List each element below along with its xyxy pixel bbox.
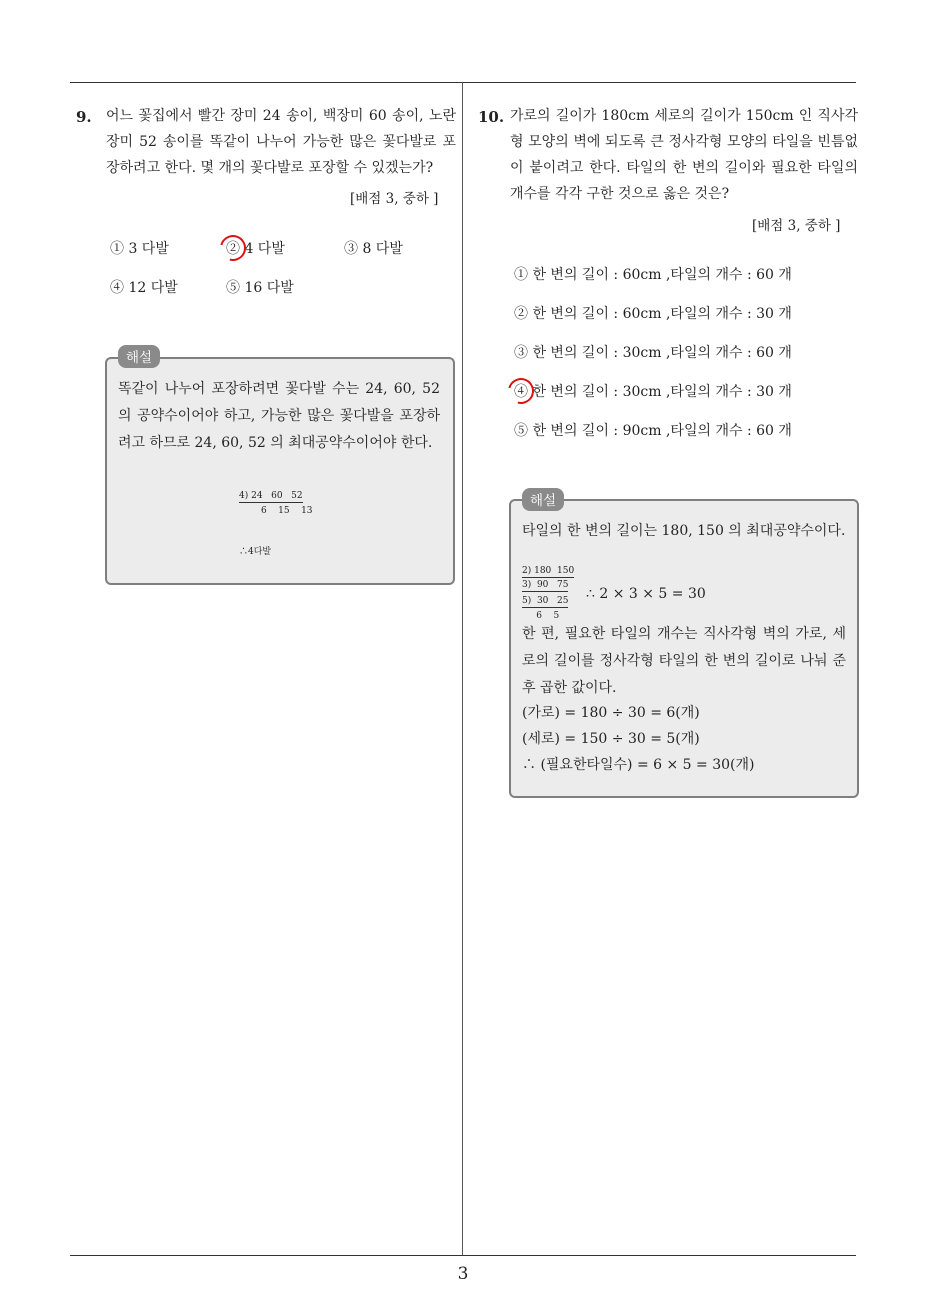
top-rule [70, 82, 856, 83]
bottom-rule [70, 1255, 856, 1256]
q10-score: [배점 3, 중하 ] [752, 218, 841, 234]
q10-number: 10. [478, 108, 505, 126]
q9-number: 9. [76, 108, 92, 126]
q9-text: 어느 꽃집에서 빨간 장미 24 송이, 백장미 60 송이, 노란 장미 52 송이를 똑같이 나누어 가능한 많은 꽃다발로 포장하려고 한다. 몇 개의 꽃다발로 포장할 수 있겠는가? [106, 108, 456, 176]
q10-solution-line1: 타일의 한 변의 길이는 180, 150 의 최대공약수이다. [522, 523, 846, 539]
q10-choice-4[interactable]: ④ 한 변의 길이 : 30cm ,타일의 개수 : 30 개 [514, 384, 792, 400]
q9-choice-4[interactable]: ④ 12 다발 [110, 280, 178, 296]
column-divider [462, 82, 463, 1256]
q9-choice-2[interactable]: ② 4 다발 [226, 241, 285, 257]
q9-division-row2: 6 15 13 [261, 506, 313, 516]
q9-choice-1[interactable]: ① 3 다발 [110, 241, 169, 257]
q10-division-row3: 5) 30 25 [522, 596, 569, 606]
q9-choice-5[interactable]: ⑤ 16 다발 [226, 280, 294, 296]
q9-division-row1: 4) 24 60 52 [239, 491, 303, 501]
answer-mark-icon [215, 230, 251, 266]
q10-eq-total: ∴ (필요한타일수) = 6 × 5 = 30(개) [522, 757, 755, 773]
q10-choice-1[interactable]: ① 한 변의 길이 : 60cm ,타일의 개수 : 60 개 [514, 267, 792, 283]
q9-score: [배점 3, 중하 ] [350, 191, 439, 207]
q9-solution-label: 해설 [118, 345, 160, 368]
answer-mark-icon [503, 373, 539, 409]
q10-eq-width: (가로) = 180 ÷ 30 = 6(개) [522, 705, 700, 721]
q10-solution-line2: 한 편, 필요한 타일의 개수는 직사각형 벽의 가로, 세로의 길이를 정사각형 타일의 한 변의 길이로 나눠 준 후 곱한 값이다. [522, 626, 846, 696]
q10-solution-label: 해설 [522, 488, 564, 511]
q10-eq-height: (세로) = 150 ÷ 30 = 5(개) [522, 731, 700, 747]
q10-gcd-expression: ∴ 2 × 3 × 5 = 30 [586, 586, 706, 602]
q10-choice-3[interactable]: ③ 한 변의 길이 : 30cm ,타일의 개수 : 60 개 [514, 345, 792, 361]
q10-division-row1: 2) 180 150 [522, 566, 575, 576]
q9-conclusion: ∴4다발 [239, 547, 272, 557]
q10-division-row2: 3) 90 75 [522, 580, 569, 590]
q10-division-row4: 6 5 [522, 611, 560, 621]
q10-text: 가로의 길이가 180cm 세로의 길이가 150cm 인 직사각형 모양의 벽에 되도록 큰 정사각형 모양의 타일을 빈틈없이 붙이려고 한다. 타일의 한 변의 길이와 필요한 타일의 개수를 각각 구한 것으로 옳은 것은? [510, 108, 858, 202]
q10-choice-2[interactable]: ② 한 변의 길이 : 60cm ,타일의 개수 : 30 개 [514, 306, 792, 322]
q10-choice-5[interactable]: ⑤ 한 변의 길이 : 90cm ,타일의 개수 : 60 개 [514, 423, 792, 439]
q9-solution-text: 똑같이 나누어 포장하려면 꽃다발 수는 24, 60, 52 의 공약수이어야 하고, 가능한 많은 꽃다발을 포장하려고 하므로 24, 60, 52 의 최대공약수이어야 한다. [118, 381, 440, 451]
q9-choice-3[interactable]: ③ 8 다발 [344, 241, 403, 257]
page-number: 3 [457, 1264, 469, 1284]
